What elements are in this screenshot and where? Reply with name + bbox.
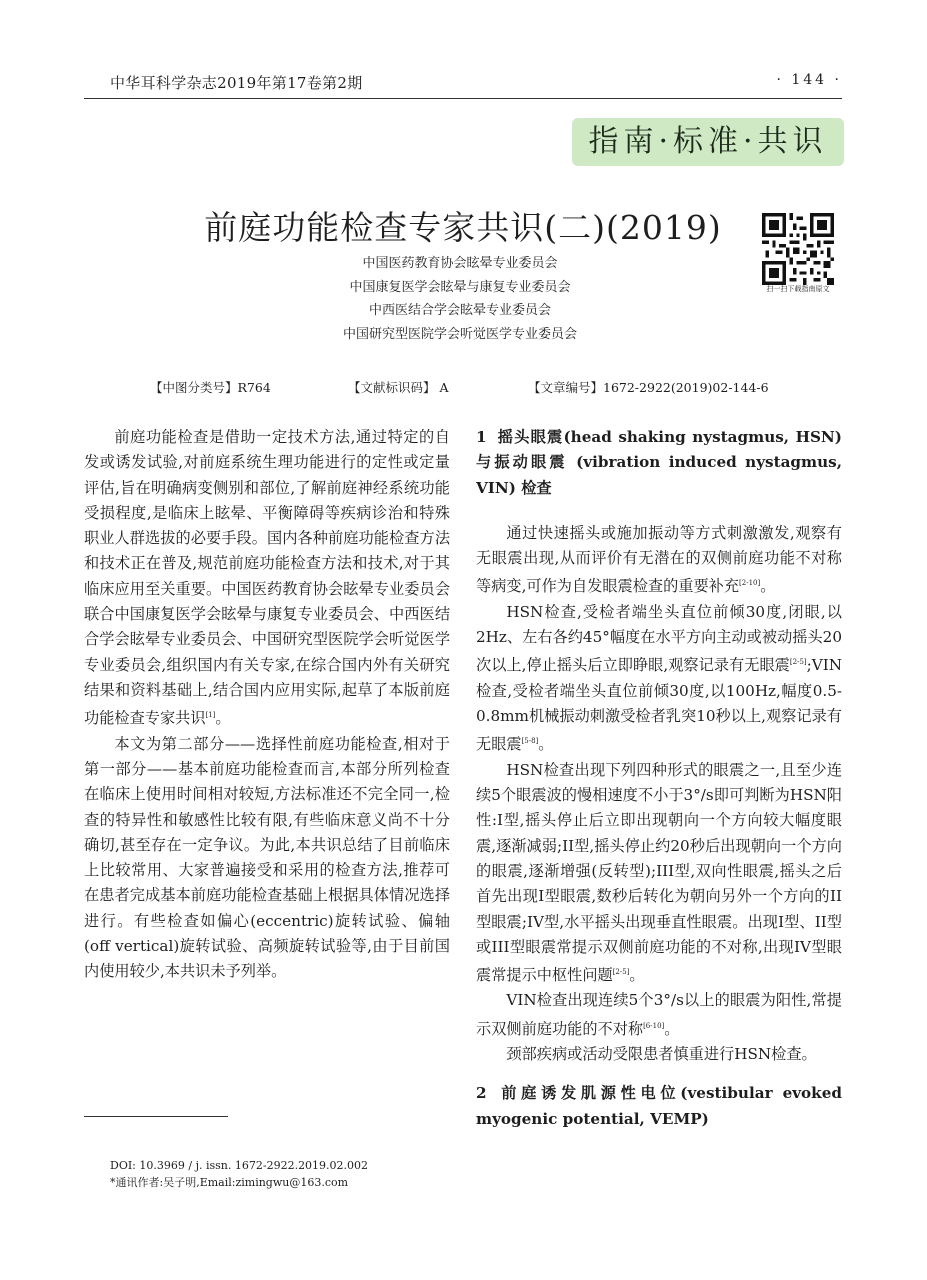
citation[interactable]: [5-8] xyxy=(521,737,539,746)
corresponding-author: *通讯作者:吴子明,Email:zimingwu@163.com xyxy=(110,1175,349,1189)
doi: DOI: 10.3969 / j. issn. 1672-2922.2019.02.002 xyxy=(110,1159,369,1172)
clc-number: 【中图分类号】R764 xyxy=(150,380,271,395)
qr-caption: 扫一扫下载指南原文 xyxy=(766,285,830,293)
paragraph: VIN检查出现连续5个3°/s以上的眼震为阳性,常提示双侧前庭功能的不对称[6-10]。 xyxy=(476,991,842,1038)
intro-paragraph: 前庭功能检查是借助一定技术方法,通过特定的自发或诱发试验,对前庭系统生理功能进行的定性或定量评估,旨在明确病变侧别和部位,了解前庭神经系统功能受损程度,是临床上眩晕、平衡障碍等疾病诊治和特殊职业人群选拔的必要手段。国内各种前庭功能检查方法和技术正在普及,规范前庭功能检查方法和技术,对于其临床应用至关重要。中国医药教育协会眩晕专业委员会联合中国康复医学会眩晕与康复专业委员会、中西医结合学会眩晕专业委员会、中国研究型医院学会听觉医学专业委员会,组织国内有关专家,在综合国内外有关研究结果和资料基础上,结合国内应用实际,起草了本版前庭功能检查专家共识[1]。 xyxy=(84,428,450,728)
right-column xyxy=(476,425,842,1132)
page-number: · 144 · xyxy=(776,72,842,88)
organization: 中国医药教育协会眩晕专业委员会 xyxy=(362,256,558,271)
paragraph: 通过快速摇头或施加振动等方式刺激激发,观察有无眼震出现,从而评价有无潜在的双侧前庭功能不对称等病变,可作为自发眼震检查的重要补充[2-10]。 xyxy=(476,523,842,596)
organization: 中国研究型医院学会听觉医学专业委员会 xyxy=(342,326,577,342)
citation[interactable]: [2-5] xyxy=(612,968,630,977)
left-column xyxy=(84,425,450,985)
section-heading-2: 2 前庭诱发肌源性电位(vestibular evoked myogenic potential, VEMP) xyxy=(476,1084,842,1128)
document-code: 【文献标识码】 A xyxy=(348,380,449,395)
section-heading-1: 1 摇头眼震(head shaking nystagmus, HSN)与振动眼震 (vibration induced nystagmus, VIN) 检查 xyxy=(476,428,842,497)
article-meta xyxy=(150,378,850,398)
paragraph: HSN检查出现下列四种形式的眼震之一,且至少连续5个眼震波的慢相速度不小于3°/s即可判断为HSN阳性:I型,摇头停止后立即出现朝向一个方向较大幅度眼震,逐渐减弱;II型,摇头停止约20秒后出现朝向一个方向的眼震,逐渐增强(反转型);III型,双向性眼震,摇头之后首先出现I型眼震,数秒后转化为朝向另外一个方向的II型眼震;IV型,水平摇头出现垂直性眼震。出现I型、II型或III型眼震常提示双侧前庭功能的不对称,出现IV型眼震常提示中枢性问题[2-5]。 xyxy=(476,760,842,985)
section-badge: 指南·标准·共识 xyxy=(572,118,844,166)
article-number: 【文章编号】1672-2922(2019)02-144-6 xyxy=(528,380,769,395)
organization-list xyxy=(240,252,680,346)
paragraph: HSN检查,受检者端坐头直位前倾30度,闭眼,以2Hz、左右各约45°幅度在水平方向主动或被动摇头20次以上,停止摇头后立即睁眼,观察记录有无眼震[2-5];VIN检查,受检者端坐头直位前倾30度,以100Hz,幅度0.5-0.8mm机械振动刺激受检者乳突10秒以上,观察记录有无眼震[5-8]。 xyxy=(476,602,842,754)
scope-paragraph: 本文为第二部分——选择性前庭功能检查,相对于第一部分——基本前庭功能检查而言,本部分所列检查在临床上使用时间相对较短,方法标准还不完全同一,检查的特异性和敏感性比较有限,有些临床意义尚不十分确切,甚至存在一定争议。为此,本共识总结了目前临床上比较常用、大家普遍接受和采用的检查方法,推荐可在患者完成基本前庭功能检查基础上根据具体情况选择进行。有些检查如偏心(eccentric)旋转试验、偏轴(off vertical)旋转试验、高频旋转试验等,由于目前国内使用较少,本共识未予列举。 xyxy=(84,734,450,981)
organization: 中西医结合学会眩晕专业委员会 xyxy=(368,303,551,318)
footnotes xyxy=(110,1158,440,1191)
article-title: 前庭功能检查专家共识(二)(2019) xyxy=(204,208,722,247)
citation[interactable]: [2-5] xyxy=(789,658,807,667)
journal-issue: 中华耳科学杂志2019年第17卷第2期 xyxy=(110,74,363,92)
citation[interactable]: [6-10] xyxy=(643,1021,665,1030)
running-head xyxy=(84,72,842,99)
footnote-divider xyxy=(84,1116,228,1117)
organization: 中国康复医学会眩晕与康复专业委员会 xyxy=(349,279,571,295)
citation[interactable]: [2-10] xyxy=(739,579,761,588)
citation[interactable]: [1] xyxy=(205,711,216,720)
paragraph: 颈部疾病或活动受限患者慎重进行HSN检查。 xyxy=(506,1045,817,1064)
qr-code[interactable] xyxy=(762,213,834,285)
